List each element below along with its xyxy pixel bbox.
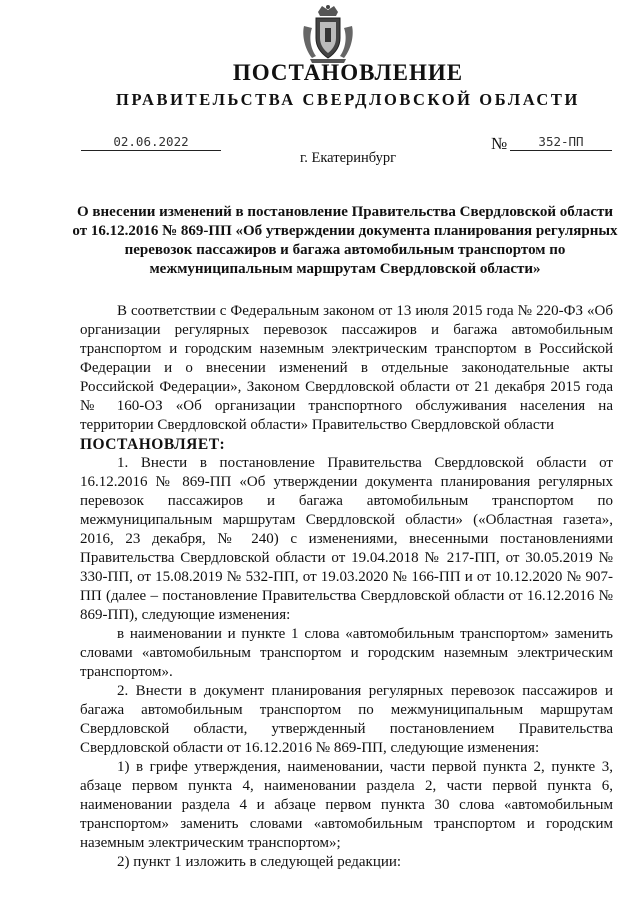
document-number: 352-ПП bbox=[510, 134, 612, 151]
item-2-2-paragraph: 2) пункт 1 изложить в следующей редакции: bbox=[117, 854, 402, 870]
decree-word: ПОСТАНОВЛЯЕТ: bbox=[80, 436, 226, 453]
document-type-title: ПОСТАНОВЛЕНИЕ bbox=[232, 60, 464, 85]
number-sign: № bbox=[491, 134, 508, 153]
coat-of-arms-icon bbox=[300, 4, 356, 64]
issuing-authority: ПРАВИТЕЛЬСТВА СВЕРДЛОВСКОЙ ОБЛАСТИ bbox=[116, 90, 580, 109]
item-2-1-paragraph: 1) в грифе утверждения, наименовании, части первой пункта 2, пункте 3, абзаце первом пункта 4, наименовании раздела 2, части первой пункта 6, наименовании раздела 4 и абзаце первом пункта 30 слова «автомобильным транспортом» заменить словами «автомобильным транспортом и городским наземным электрическим транспортом»; bbox=[80, 759, 613, 851]
item-1-paragraph: 1. Внести в постановление Правительства Свердловской области от 16.12.2016 № 869-ПП «Об утверждении документа планирования регулярных перевозок пассажиров и багажа автомобильным транспортом по межмуниципальным маршрутам Свердловской области» («Областная газета», 2016, 23 декабря, № 240) с изменениями, внесенными постановлениями Правительства Свердловской области от 19.04.2018 № 217-ПП, от 30.05.2019 № 330-ПП, от 15.08.2019 № 532-ПП, от 19.03.2020 № 166-ПП и от 10.12.2020 № 907-ПП (далее – постановление Правительства Свердловской области от 16.12.2016 № 869-ПП), следующие изменения: bbox=[80, 455, 613, 623]
document-date: 02.06.2022 bbox=[81, 134, 221, 151]
document-body bbox=[80, 302, 613, 872]
preamble-paragraph: В соответствии с Федеральным законом от 13 июля 2015 года № 220-ФЗ «Об организации регулярных перевозок пассажиров и багажа автомобильным транспортом и городским наземным электрическим транспортом в Российской Федерации и о внесении изменений в отдельные законодательные акты Российской Федерации», Законом Свердловской области от 21 декабря 2015 года № 160-ОЗ «Об организации транспортного обслуживания населения на территории Свердловской области» Правительство Свердловской области bbox=[80, 303, 613, 433]
document-heading: О внесении изменений в постановление Правительства Свердловской области от 16.12.2016 № 869-ПП «Об утверждении документа планирования регулярных перевозок пассажиров и багажа автомобильным транспортом по межмуниципальным маршрутам Свердловской области» bbox=[72, 204, 618, 277]
city: г. Екатеринбург bbox=[299, 150, 397, 166]
item-1-text-paragraph: в наименовании и пункте 1 слова «автомобильным транспортом» заменить словами «автомобильным транспортом и городским наземным электрическим транспортом». bbox=[80, 626, 613, 680]
item-2-paragraph: 2. Внести в документ планирования регулярных перевозок пассажиров и багажа автомобильным транспортом по межмуниципальным маршрутам Свердловской области, утвержденный постановлением Правительства Свердловской области от 16.12.2016 № 869-ПП, следующие изменения: bbox=[80, 683, 613, 756]
